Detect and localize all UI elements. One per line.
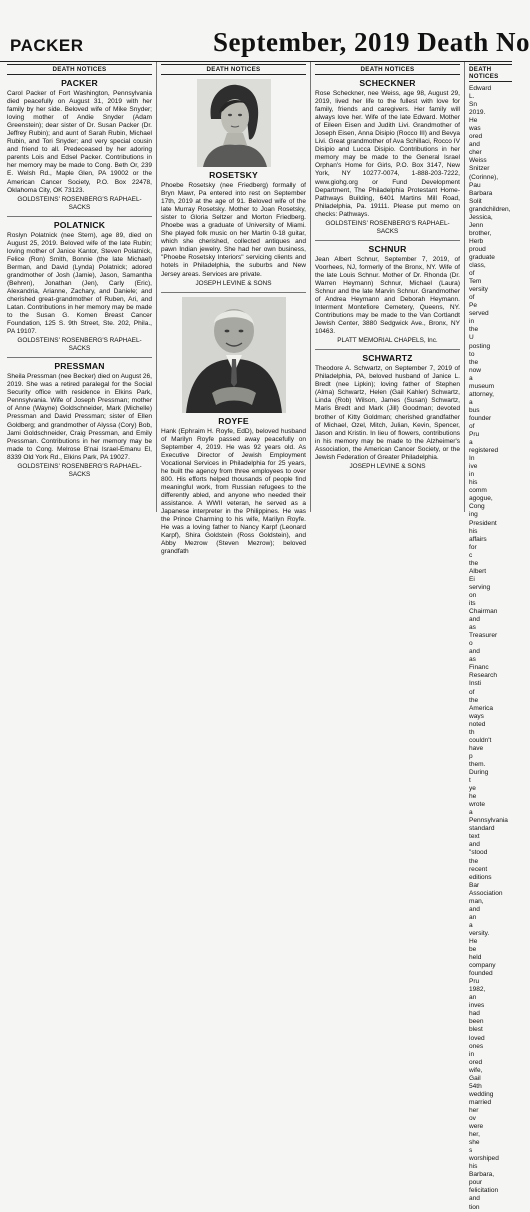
man-portrait-image [182, 297, 286, 413]
notice-name: SCHECKNER [359, 78, 416, 88]
death-notice-scheckner [315, 78, 460, 236]
notice-name: SCHWARTZ [362, 353, 413, 364]
notice-text: Carol Packer of Fort Washington, Pennsylvania died peacefully on August 31, 2019 with her family by her side. Beloved wife of Mike Snyder; loving mother of Andie Snyder (Adam Greenstein); dear sister of Dr. Susan Packer (Dr. Jeffrey Rubin); and aunt of Sarah Rubin, Michael Rubin, and Tori Snyder; and very special cousin and friend to all. Predeceased by her adoring parents Lois and Edsel Packer. Contributions in her memory may be made to Cong. Beth Or, 239 E. Welsh Rd., Maple Glen, PA 19002 or the American Cancer Society, P.O. Box 22478, Oklahoma City, OK 73123. [7, 90, 152, 194]
death-notice-rosetsky [161, 79, 306, 288]
notice-name: ROYFE [218, 415, 249, 426]
portrait-photo [182, 297, 286, 413]
column-heading: DEATH NOTICES [469, 64, 512, 82]
woman-portrait-image [197, 79, 271, 167]
notice-text: Theodore A. Schwartz, on September 7, 2019 of Philadelphia, PA, beloved husband of Janice L. Bredt (nee Lipkin); loving father of Stephen (Alma) Schwartz, Helen (Gail Kahler) Schwartz, Linda (Rob) Wilson, James (Susan) Schwartz, Maris Bredt and Mark (Jill) Goodman; devoted brother of Kitty Goldman; cherished grandfather of Michael, Ozel, Mitch, Julian, Kevin, Spencer, Jason and Kristin. In lieu of flowers, contributions in his memory may be made to the Alzheimer's Association, the American Cancer Society, or the Jewish Federation of Greater Philadelphia. [315, 365, 460, 461]
funeral-home: GOLDSTEINS' ROSENBERG'S RAPHAEL-SACKS [17, 337, 142, 353]
notice-name: PACKER [61, 78, 98, 88]
notice-name: POLATNICK [53, 219, 106, 230]
notice-text: Hank (Ephraim H. Royfe, EdD), beloved husband of Marilyn Royfe passed away peacefully on September 4, 2019. He was 92 years old. As Executive Director of Jewish Employment Vocational Services in Philadelphia for 25 years, he built the agency from three employees to over 800. His efforts helped thousands of people find meaningful work, from Russian refugees to the differently abled, and anyone who needed their assistance. A WWII veteran, he served as a Japanese interpreter in the Philippines. He was the Prince Charming to his wife, Marilyn Royfe. He was a loving father to Nancy Karpf (Leonard Karpf), Shira Goldstein (Ross Goldstein), and Abby Mezrow (Steven Mezrow); beloved grandfath [161, 427, 306, 556]
notice-column-4 [469, 64, 512, 1211]
notice-divider [7, 357, 152, 358]
portrait-photo [197, 79, 271, 167]
notice-column-1 [7, 64, 152, 512]
funeral-home: GOLDSTEINS' ROSENBERG'S RAPHAEL-SACKS [325, 219, 450, 235]
death-notice-royfe [161, 297, 306, 557]
column-divider [464, 62, 465, 512]
notice-name: SCHNUR [368, 243, 407, 254]
notice-divider [161, 292, 306, 293]
header-rule [0, 61, 512, 62]
page-title: September, 2019 Death No [213, 27, 530, 57]
notice-text: Rose Scheckner, nee Weiss, age 98, August 29, 2019, lived her life to the fullest with love for family, friends and caregivers. Her family will always love her. Wife of the late Edward. Mother of Eileen Eisen and Judith Livi. Grandmother of Joseph Eisen, Anna Disipio (Rocco III) and Bevya Livi. Great grandmother of Ava Schillaci, Rocco IV Disipio and Lucca Disipio. Contributions in her memory may be made to the General Israel Orphan's Home for Girls, P.O. Box 3147, New York, NY 10277-0074, 1-888-203-7222, www.giohg.org or Fund Development Department, The Philadelphia Protestant Home-Pathways Building, 6401 Martins Mill Road, Philadelphia, Pa. 19111. Please put memo on checks: Pathways. [315, 90, 460, 218]
notice-name: ROSETSKY [209, 170, 258, 180]
page-header [0, 0, 530, 62]
running-head: PACKER [10, 36, 84, 55]
notice-text: Jean Albert Schnur, September 7, 2019, of Voorhees, NJ, formerly of the Bronx, NY. Wife of the late Louis Schnur. Mother of Dr. Rhonda (Dr. Warren Heymann) Schnur, Michael (Laura) Schnur and the late Marvin Schnur. Grandmother of Andrea Heymann and Deborah Heymann. Interment Montefiore Cemetery, Queens, NY. Contributions may be made to the Van Cortlandt Jewish Center, 3880 Sedgwick Ave., Bronx, NY 10463. [315, 255, 460, 336]
death-notice-schnur [315, 244, 460, 345]
death-notice-schwartz [315, 353, 460, 471]
column-heading: DEATH NOTICES [7, 64, 152, 75]
notice-column-3 [315, 64, 460, 512]
funeral-home: JOSEPH LEVINE & SONS [195, 279, 272, 287]
notice-text: Sheila Pressman (nee Becker) died on August 26, 2019. She was a retired paralegal for the Social Security office with residence in Elkins Park, Pennsylvania. Wife of Joseph Pressman; mother of Anne (Wayne) Goldschneider, Mark (Michelle) Pressman and David Pressman; sister of Ellen Goldberg; and grandmother of Alyssa (Cory) Bob, Jami Goldschneider, Craig Pressman, and Emily Pressman. Contributions in her memory may be made to Cong. Melrose B'nai Israel-Emanu El, 8339 Old York Rd., Elkins Park, PA 19027. [7, 373, 152, 461]
column-divider [156, 62, 157, 512]
notice-divider [315, 349, 460, 350]
death-notice-polatnick [7, 220, 152, 354]
funeral-home: PLATT MEMORIAL CHAPELS, Inc. [337, 337, 438, 345]
notice-text: Phoebe Rosetsky (nee Friedberg) formally of Bryn Mawr, Pa entered into rest on September 17th, 2019 at the age of 91. Beloved wife of the late Murray Rosetsky. Mother to Joan Rosetsky, sister to Gloria Seltzer and Morton Friedberg. Phoebe was a graduate of University of Miami. She played folk music on her Martin 0-18 guitar, which she cherished, collected antiques and pawn Indian jewelry. She had her own business, "Phoebe Rosetsky Interiors" servicing clients and hotels in Philadelphia, the suburbs and New Jersey areas. Services are private. [161, 182, 306, 278]
column-heading: DEATH NOTICES [315, 64, 460, 75]
funeral-home: GOLDSTEINS' ROSENBERG'S RAPHAEL-SACKS [17, 462, 142, 478]
notice-name: PRESSMAN [54, 361, 105, 372]
notice-divider [315, 240, 460, 241]
death-notice-packer [7, 78, 152, 212]
funeral-home: GOLDSTEINS' ROSENBERG'S RAPHAEL-SACKS [17, 195, 142, 211]
death-notice-partial [469, 85, 512, 1212]
death-notice-pressman [7, 361, 152, 479]
notice-text: Edward L. Sn 2019. He was ored and cher Weiss Snitzer (Corinne), Pau Barbara Solit grandchildren, Jessica, Jenn brother, Herb proud graduate class, of Tem versity of Pe served in the U posting to the now a museum attorney, a bus founder of Pru a registered In ive in his comm agogue, Cong ing President his affairs for c the Albert Ei serving on its Chairman and as Treasurer o and as Financ Research Insti of the America ways noted th couldn't have p them. During t ye he wrote a Pennsylvania standard text and "stood the recent editions Bar Association man, and an a versity. He be held company founded Pru 1982, an inves had been blest loved ones in ored wife, Gail 54th wedding married her ov were her, she s worshiped his Barbara, pour felicitation and tion [469, 85, 511, 1211]
column-heading: DEATH NOTICES [161, 64, 306, 75]
column-divider [310, 62, 311, 512]
funeral-home: JOSEPH LEVINE & SONS [349, 462, 426, 470]
notice-divider [7, 216, 152, 217]
notice-text: Roslyn Polatnick (nee Stern), age 89, died on August 25, 2019. Beloved wife of the late Rubin; loving mother of Janice Kantor, Steven Polatnick, Felice (Ron) Smith, Bonnie (the late Michael) Berman, and David (Lynda) Polatnick; adored grandmother of Josh (Jamie), Jason, Samantha (Behren), Jonathan (Jen), Carly (Eric), Alexandria, Arianne, Zachary, and Daniele; and cherished great-grandmother of Ruben, Ari, and Latan. Contributions in her memory may be made to the Susan G. Komen Breast Cancer Foundation, 125 S. 9th Street, Ste. 202, Phila., PA 19107. [7, 231, 152, 336]
notice-column-2 [161, 64, 306, 556]
